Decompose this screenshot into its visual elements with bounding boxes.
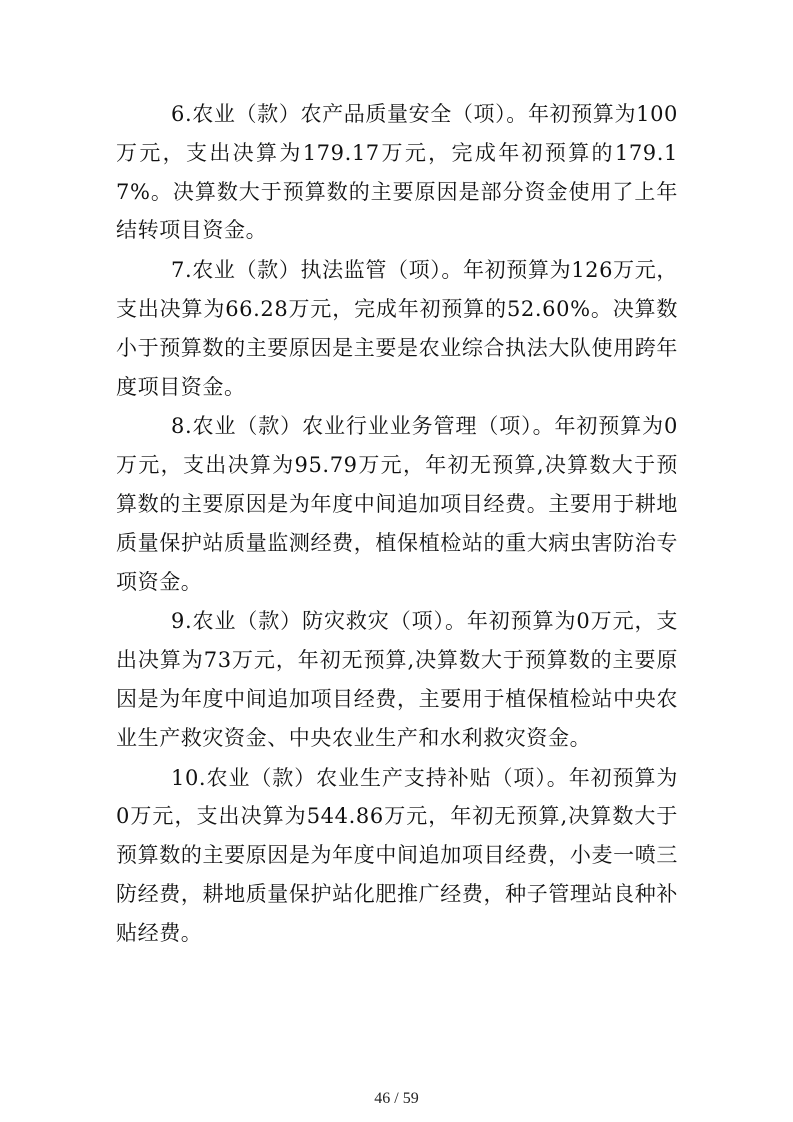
paragraph-item-8: 8.农业（款）农业行业业务管理（项）。年初预算为0万元，支出决算为95.79万元，年初无预算,决算数大于预算数的主要原因是为年度中间追加项目经费。主要用于耕地质量保护站质量监测经费，植保植检站的重大病虫害防治专项资金。	[116, 414, 678, 594]
paragraph-item-7: 7.农业（款）执法监管（项）。年初预算为126万元，支出决算为66.28万元，完成年初预算的52.60%。决算数小于预算数的主要原因是主要是农业综合执法大队使用跨年度项目资金。	[116, 258, 678, 399]
page-number: 46 / 59	[374, 1090, 419, 1107]
paragraph-item-10: 10.农业（款）农业生产支持补贴（项）。年初预算为0万元，支出决算为544.86万元，年初无预算,决算数大于预算数的主要原因是为年度中间追加项目经费，小麦一喷三防经费，耕地质量保护站化肥推广经费，种子管理站良种补贴经费。	[116, 765, 678, 945]
paragraph-item-9: 9.农业（款）防灾救灾（项）。年初预算为0万元，支出决算为73万元，年初无预算,决算数大于预算数的主要原因是为年度中间追加项目经费，主要用于植保植检站中央农业生产救灾资金、中央农业生产和水利救灾资金。	[116, 609, 678, 750]
document-body	[116, 95, 678, 954]
paragraph-item-6: 6.农业（款）农产品质量安全（项）。年初预算为100万元，支出决算为179.17万元，完成年初预算的179.17%。决算数大于预算数的主要原因是部分资金使用了上年结转项目资金。	[116, 102, 678, 243]
